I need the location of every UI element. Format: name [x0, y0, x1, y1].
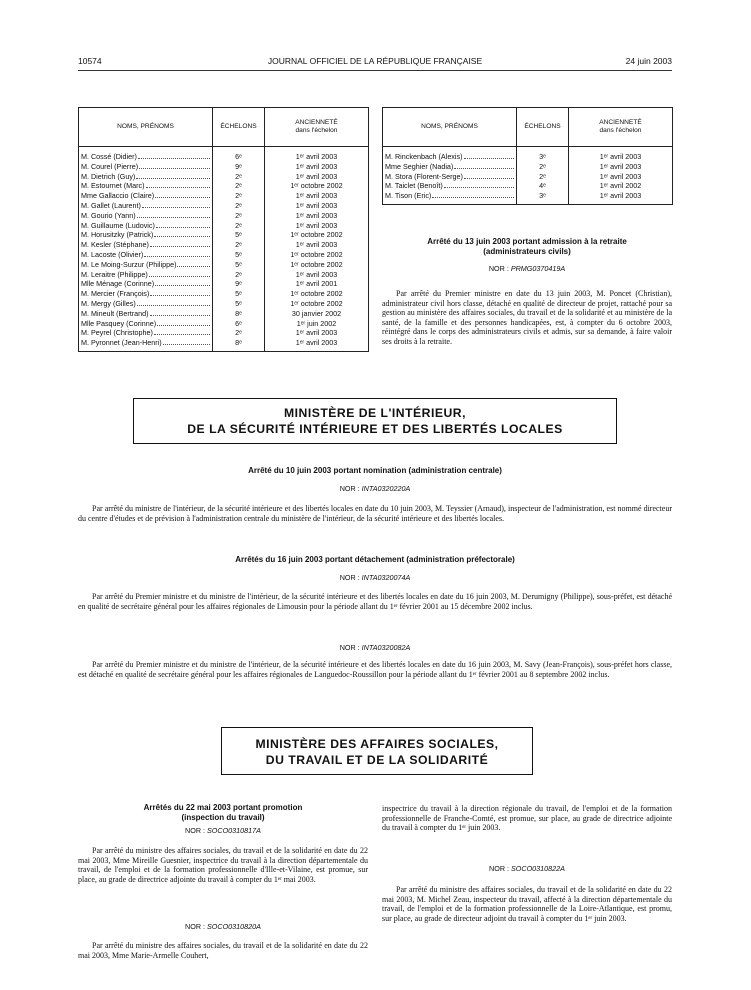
col-header-anciennete: ANCIENNETÉ dans l'échelon: [569, 108, 673, 147]
dot-leader: [155, 279, 210, 286]
cell-echelon: 6ᵉ: [213, 152, 265, 162]
person-name: M. Cossé (Didier): [81, 152, 137, 161]
person-name: Mlle Ménage (Corinne): [81, 279, 155, 289]
promotion-title: Arrêtés du 22 mai 2003 portant promotion (inspection du travail): [143, 803, 303, 822]
cell-echelon: 3ᵉ: [517, 152, 569, 162]
header-rule: [78, 70, 672, 71]
table-header-row: [383, 108, 673, 147]
table-row: [79, 181, 369, 191]
cell-echelon: 4ᵉ: [517, 181, 569, 191]
cell-name: [383, 181, 517, 191]
cell-echelon: 2ᵉ: [213, 328, 265, 338]
cell-echelon: 5ᵉ: [213, 250, 265, 260]
dot-leader: [464, 172, 514, 179]
cell-name: [79, 172, 213, 182]
cell-echelon: 2ᵉ: [213, 211, 265, 221]
dot-leader: [154, 230, 210, 237]
person-name: Mme Gallaccio (Claire): [81, 191, 155, 201]
person-name: M. Gallet (Laurent): [81, 200, 141, 210]
table-row: [79, 319, 369, 329]
detachement-text-2: Par arrêté du Premier ministre et du ministre de l'intérieur, de la sécurité intérieure et des libertés locales en date du 16 juin 2003, M. Savy (Jean-François), sous-préfet hors classe, est détaché en qualité de secrétaire général pour les affaires régionales de Languedoc-Roussillon pour la période allant du 1ᵉʳ février 2001 au 8 septembre 2002 inclus.: [78, 660, 672, 679]
dot-leader: [156, 221, 210, 228]
detachement-text-1: Par arrêté du Premier ministre et du ministre de l'intérieur, de la sécurité intérieure et des libertés locales en date du 16 juin 2003, M. Derumigny (Philippe), sous-préfet, est détaché en qualité de secrétaire général pour les affaires régionales de Limousin pour la période allant du 1ᵉʳ février 2001 au 15 décembre 2002 inclus.: [78, 592, 672, 611]
cell-name: [79, 230, 213, 240]
cell-anciennete: 1ᵉʳ avril 2003: [265, 270, 369, 280]
cell-name: [79, 191, 213, 201]
person-name: M. Peyrel (Christophe): [81, 328, 153, 338]
cell-name: [383, 162, 517, 172]
cell-anciennete: 1ᵉʳ avril 2003: [265, 328, 369, 338]
dot-leader: [146, 181, 210, 188]
cell-anciennete: 1ᵉʳ avril 2003: [265, 152, 369, 162]
promotion-text-3: Par arrêté du ministre des affaires sociales, du travail et de la solidarité en date du 22 mai 2003, M. Michel Zeau, inspecteur du travail, affecté à la direction départementale du travail, de l'emploi et de la formation professionnelle de la Loire-Atlantique, est promu, sur place, au grade de directeur adjoint du travail à compter du 1ᵉʳ juin 2003.: [382, 885, 672, 923]
nomination-text: Par arrêté du ministre de l'intérieur, de la sécurité intérieure et des libertés locales en date du 10 juin 2003, M. Teyssier (Arnaud), inspecteur de l'administration, est nommé directeur du centre d'études et de prévision à l'administration centrale du ministère de l'intérieur, de la sécurité intérieure et des libertés locales.: [78, 504, 672, 523]
table-header-row: [79, 108, 369, 147]
retraite-text: Par arrêté du Premier ministre en date du 13 juin 2003, M. Poncet (Christian), administrateur civil hors classe, détaché en qualité de directeur de projet, rattaché pour sa gestion au ministère des affaires sociales, du travail et de la solidarité et au ministère de la santé, de la famille et des personnes handicapées, est, à compter du 6 octobre 2003, réintégré dans le corps des administrateurs civils et admis, sur sa demande, à faire valoir ses droits à la retraite.: [382, 289, 672, 346]
cell-name: [79, 162, 213, 172]
cell-echelon: 2ᵉ: [213, 270, 265, 280]
person-name: M. Taiclet (Benoît): [385, 181, 443, 191]
col-header-anciennete: ANCIENNETÉ dans l'échelon: [265, 108, 369, 147]
dot-leader: [150, 240, 210, 247]
cell-name: [79, 270, 213, 280]
person-name: M. Courel (Pierre): [81, 161, 139, 171]
nomination-title: Arrêté du 10 juin 2003 portant nomination (administration centrale): [248, 466, 502, 475]
seniority-table-left: [78, 107, 369, 352]
cell-name: [79, 201, 213, 211]
table-body: [383, 147, 673, 205]
person-name: M. Mercier (François): [81, 289, 150, 299]
col-header-echelons: ÉCHELONS: [517, 108, 569, 147]
detachement-title: Arrêtés du 16 juin 2003 portant détachement (administration préfectorale): [235, 555, 515, 564]
person-name: Mme Seghier (Nadia): [385, 161, 454, 171]
table-row: [79, 328, 369, 338]
promotion-text-1: Par arrêté du ministre des affaires sociales, du travail et de la solidarité en date du 22 mai 2003, Mme Mireille Guesnier, inspectrice du travail à la direction départementale du travail, de l'emploi et de la formation professionnelle d'Ille-et-Vilaine, est promue, sur place, au grade de directrice adjointe du travail à compter du 1ᵉʳ mai 2003.: [78, 846, 368, 884]
dot-leader: [454, 162, 514, 169]
cell-name: [79, 260, 213, 270]
dot-leader: [163, 338, 210, 345]
dot-leader: [150, 289, 210, 296]
cell-echelon: 5ᵉ: [213, 230, 265, 240]
cell-name: [79, 211, 213, 221]
cell-anciennete: 1ᵉʳ avril 2003: [569, 152, 673, 162]
person-name: M. Stora (Florent-Serge): [385, 171, 463, 181]
dot-leader: [154, 328, 210, 335]
table-row: [79, 152, 369, 162]
cell-echelon: 2ᵉ: [213, 221, 265, 231]
cell-echelon: 5ᵉ: [213, 299, 265, 309]
dot-leader: [150, 309, 210, 316]
cell-anciennete: 30 janvier 2002: [265, 309, 369, 319]
table-row: [79, 191, 369, 201]
ministry-affaires-sociales-box: [221, 727, 533, 775]
person-name: M. Tison (Eric): [385, 191, 432, 201]
table-row: [383, 172, 673, 182]
table-body: [79, 147, 369, 352]
dot-leader: [444, 181, 514, 188]
table-row: [79, 289, 369, 299]
cell-name: [79, 221, 213, 231]
cell-anciennete: 1ᵉʳ octobre 2002: [265, 181, 369, 191]
cell-name: [79, 328, 213, 338]
cell-echelon: 8ᵉ: [213, 338, 265, 348]
dot-leader: [157, 319, 210, 326]
cell-anciennete: 1ᵉʳ avril 2003: [265, 172, 369, 182]
person-name: M. Le Moing-Surzur (Philippe): [81, 259, 177, 269]
col-header-names: NOMS, PRÉNOMS: [79, 108, 213, 147]
dot-leader: [177, 260, 210, 267]
cell-name: [79, 250, 213, 260]
nomination-nor: NOR : INTA0320220A: [339, 484, 411, 493]
cell-name: [79, 152, 213, 162]
cell-echelon: 8ᵉ: [213, 309, 265, 319]
issue-date: 24 juin 2003: [625, 56, 672, 66]
promotion-nor-1: NOR : SOCO0310817A: [185, 826, 261, 835]
table-row: [79, 240, 369, 250]
cell-name: [383, 191, 517, 201]
person-name: M. Rinckenbach (Alexis): [385, 152, 463, 161]
ministry-interieur-line1: MINISTÈRE DE L'INTÉRIEUR,: [284, 406, 466, 420]
dot-leader: [137, 299, 210, 306]
cell-echelon: 2ᵉ: [213, 191, 265, 201]
cell-echelon: 2ᵉ: [517, 162, 569, 172]
dot-leader: [432, 191, 514, 198]
person-name: M. Horusitzky (Patrick): [81, 230, 154, 240]
table-row: [79, 221, 369, 231]
table-row: [79, 270, 369, 280]
person-name: M. Mergy (Gilles): [81, 298, 136, 308]
cell-name: [79, 181, 213, 191]
promotion-nor-3: NOR : SOCO0310822A: [489, 864, 565, 873]
cell-echelon: 2ᵉ: [213, 240, 265, 250]
person-name: Mlle Pasquey (Corinne): [81, 318, 157, 328]
retraite-title: Arrêté du 13 juin 2003 portant admission à la retraite (administrateurs civils): [427, 237, 627, 256]
ministry-interieur-line2: DE LA SÉCURITÉ INTÉRIEURE ET DES LIBERTÉS LOCALES: [187, 422, 563, 436]
table-row: [383, 181, 673, 191]
cell-name: [383, 172, 517, 182]
cell-name: [79, 279, 213, 289]
cell-anciennete: 1ᵉʳ avril 2003: [569, 172, 673, 182]
cell-echelon: 9ᵉ: [213, 162, 265, 172]
dot-leader: [464, 152, 515, 159]
cell-name: [79, 240, 213, 250]
cell-name: [79, 319, 213, 329]
cell-anciennete: 1ᵉʳ octobre 2002: [265, 289, 369, 299]
cell-name: [383, 152, 517, 162]
cell-anciennete: 1ᵉʳ juin 2002: [265, 319, 369, 329]
dot-leader: [136, 172, 210, 179]
table-row: [79, 260, 369, 270]
table-row: [79, 299, 369, 309]
cell-anciennete: 1ᵉʳ avril 2003: [265, 211, 369, 221]
ministry-interieur-box: [133, 398, 617, 444]
cell-anciennete: 1ᵉʳ avril 2003: [265, 338, 369, 348]
table-row: [79, 201, 369, 211]
cell-echelon: 2ᵉ: [213, 201, 265, 211]
cell-anciennete: 1ᵉʳ avril 2003: [265, 191, 369, 201]
person-name: M. Dietrich (Guy): [81, 171, 136, 181]
seniority-table-right: [382, 107, 673, 205]
cell-echelon: 2ᵉ: [213, 181, 265, 191]
ministry-affaires-line1: MINISTÈRE DES AFFAIRES SOCIALES,: [255, 737, 499, 751]
cell-name: [79, 289, 213, 299]
journal-title: JOURNAL OFFICIEL DE LA RÉPUBLIQUE FRANÇAISE: [267, 56, 483, 66]
person-name: M. Lacoste (Olivier): [81, 249, 144, 259]
cell-anciennete: 1ᵉʳ avril 2003: [265, 240, 369, 250]
table-row: [383, 152, 673, 162]
table-end-row: [383, 201, 673, 205]
ministry-affaires-line2: DU TRAVAIL ET DE LA SOLIDARITÉ: [265, 753, 489, 767]
col-header-echelons: ÉCHELONS: [213, 108, 265, 147]
promotion-text-2: Par arrêté du ministre des affaires sociales, du travail et de la solidarité en date du 22 mai 2003, Mme Marie-Armelle Couhert,: [78, 941, 368, 960]
table-row: [79, 250, 369, 260]
table-end-row: [79, 348, 369, 352]
cell-echelon: 5ᵉ: [213, 260, 265, 270]
dot-leader: [138, 152, 210, 159]
dot-leader: [142, 201, 210, 208]
cell-name: [79, 338, 213, 348]
cell-name: [79, 299, 213, 309]
table-row: [79, 309, 369, 319]
cell-echelon: 2ᵉ: [517, 172, 569, 182]
cell-anciennete: 1ᵉʳ octobre 2002: [265, 299, 369, 309]
person-name: M. Mineult (Bertrand): [81, 308, 149, 318]
cell-echelon: 2ᵉ: [213, 172, 265, 182]
table-row: [79, 172, 369, 182]
cell-echelon: 9ᵉ: [213, 279, 265, 289]
col-header-names: NOMS, PRÉNOMS: [383, 108, 517, 147]
cell-anciennete: 1ᵉʳ octobre 2002: [265, 230, 369, 240]
cell-anciennete: 1ᵉʳ avril 2003: [265, 162, 369, 172]
promotion-text-2-continued: inspectrice du travail à la direction régionale du travail, de l'emploi et de la formation professionnelle de Franche-Comté, est promue, sur place, au grade de directrice adjointe du travail à compter du 1ᵉʳ juin 2003.: [382, 804, 672, 833]
cell-anciennete: 1ᵉʳ avril 2002: [569, 181, 673, 191]
person-name: M. Leraitre (Philippe): [81, 269, 148, 279]
cell-echelon: 3ᵉ: [517, 191, 569, 201]
person-name: M. Guillaume (Ludovic): [81, 220, 155, 230]
retraite-nor: NOR : PRMG0370419A: [488, 264, 566, 273]
promotion-nor-2: NOR : SOCO0310820A: [185, 922, 261, 931]
cell-anciennete: 1ᵉʳ avril 2003: [265, 221, 369, 231]
table-row: [79, 211, 369, 221]
page-header: [78, 56, 672, 68]
person-name: M. Estournet (Marc): [81, 181, 145, 191]
dot-leader: [137, 211, 210, 218]
table-row: [79, 338, 369, 348]
dot-leader: [155, 191, 210, 198]
table-row: [383, 191, 673, 201]
cell-echelon: 5ᵉ: [213, 289, 265, 299]
cell-anciennete: 1ᵉʳ avril 2001: [265, 279, 369, 289]
table-row: [79, 162, 369, 172]
dot-leader: [144, 250, 210, 257]
person-name: M. Gourio (Yann): [81, 210, 136, 220]
cell-anciennete: 1ᵉʳ avril 2003: [265, 201, 369, 211]
person-name: M. Kesler (Stéphane): [81, 240, 149, 250]
detachement-nor-1: NOR : INTA0320074A: [339, 573, 411, 582]
page-number: 10574: [78, 56, 102, 66]
cell-echelon: 6ᵉ: [213, 319, 265, 329]
detachement-nor-2: NOR : INTA0320082A: [339, 643, 411, 652]
cell-name: [79, 309, 213, 319]
table-row: [79, 279, 369, 289]
table-row: [383, 162, 673, 172]
person-name: M. Pyronnet (Jean-Henri): [81, 338, 162, 348]
cell-anciennete: 1ᵉʳ avril 2003: [569, 191, 673, 201]
cell-anciennete: 1ᵉʳ octobre 2002: [265, 260, 369, 270]
dot-leader: [149, 270, 210, 277]
cell-anciennete: 1ᵉʳ octobre 2002: [265, 250, 369, 260]
cell-anciennete: 1ᵉʳ avril 2003: [569, 162, 673, 172]
table-row: [79, 230, 369, 240]
dot-leader: [139, 162, 210, 169]
